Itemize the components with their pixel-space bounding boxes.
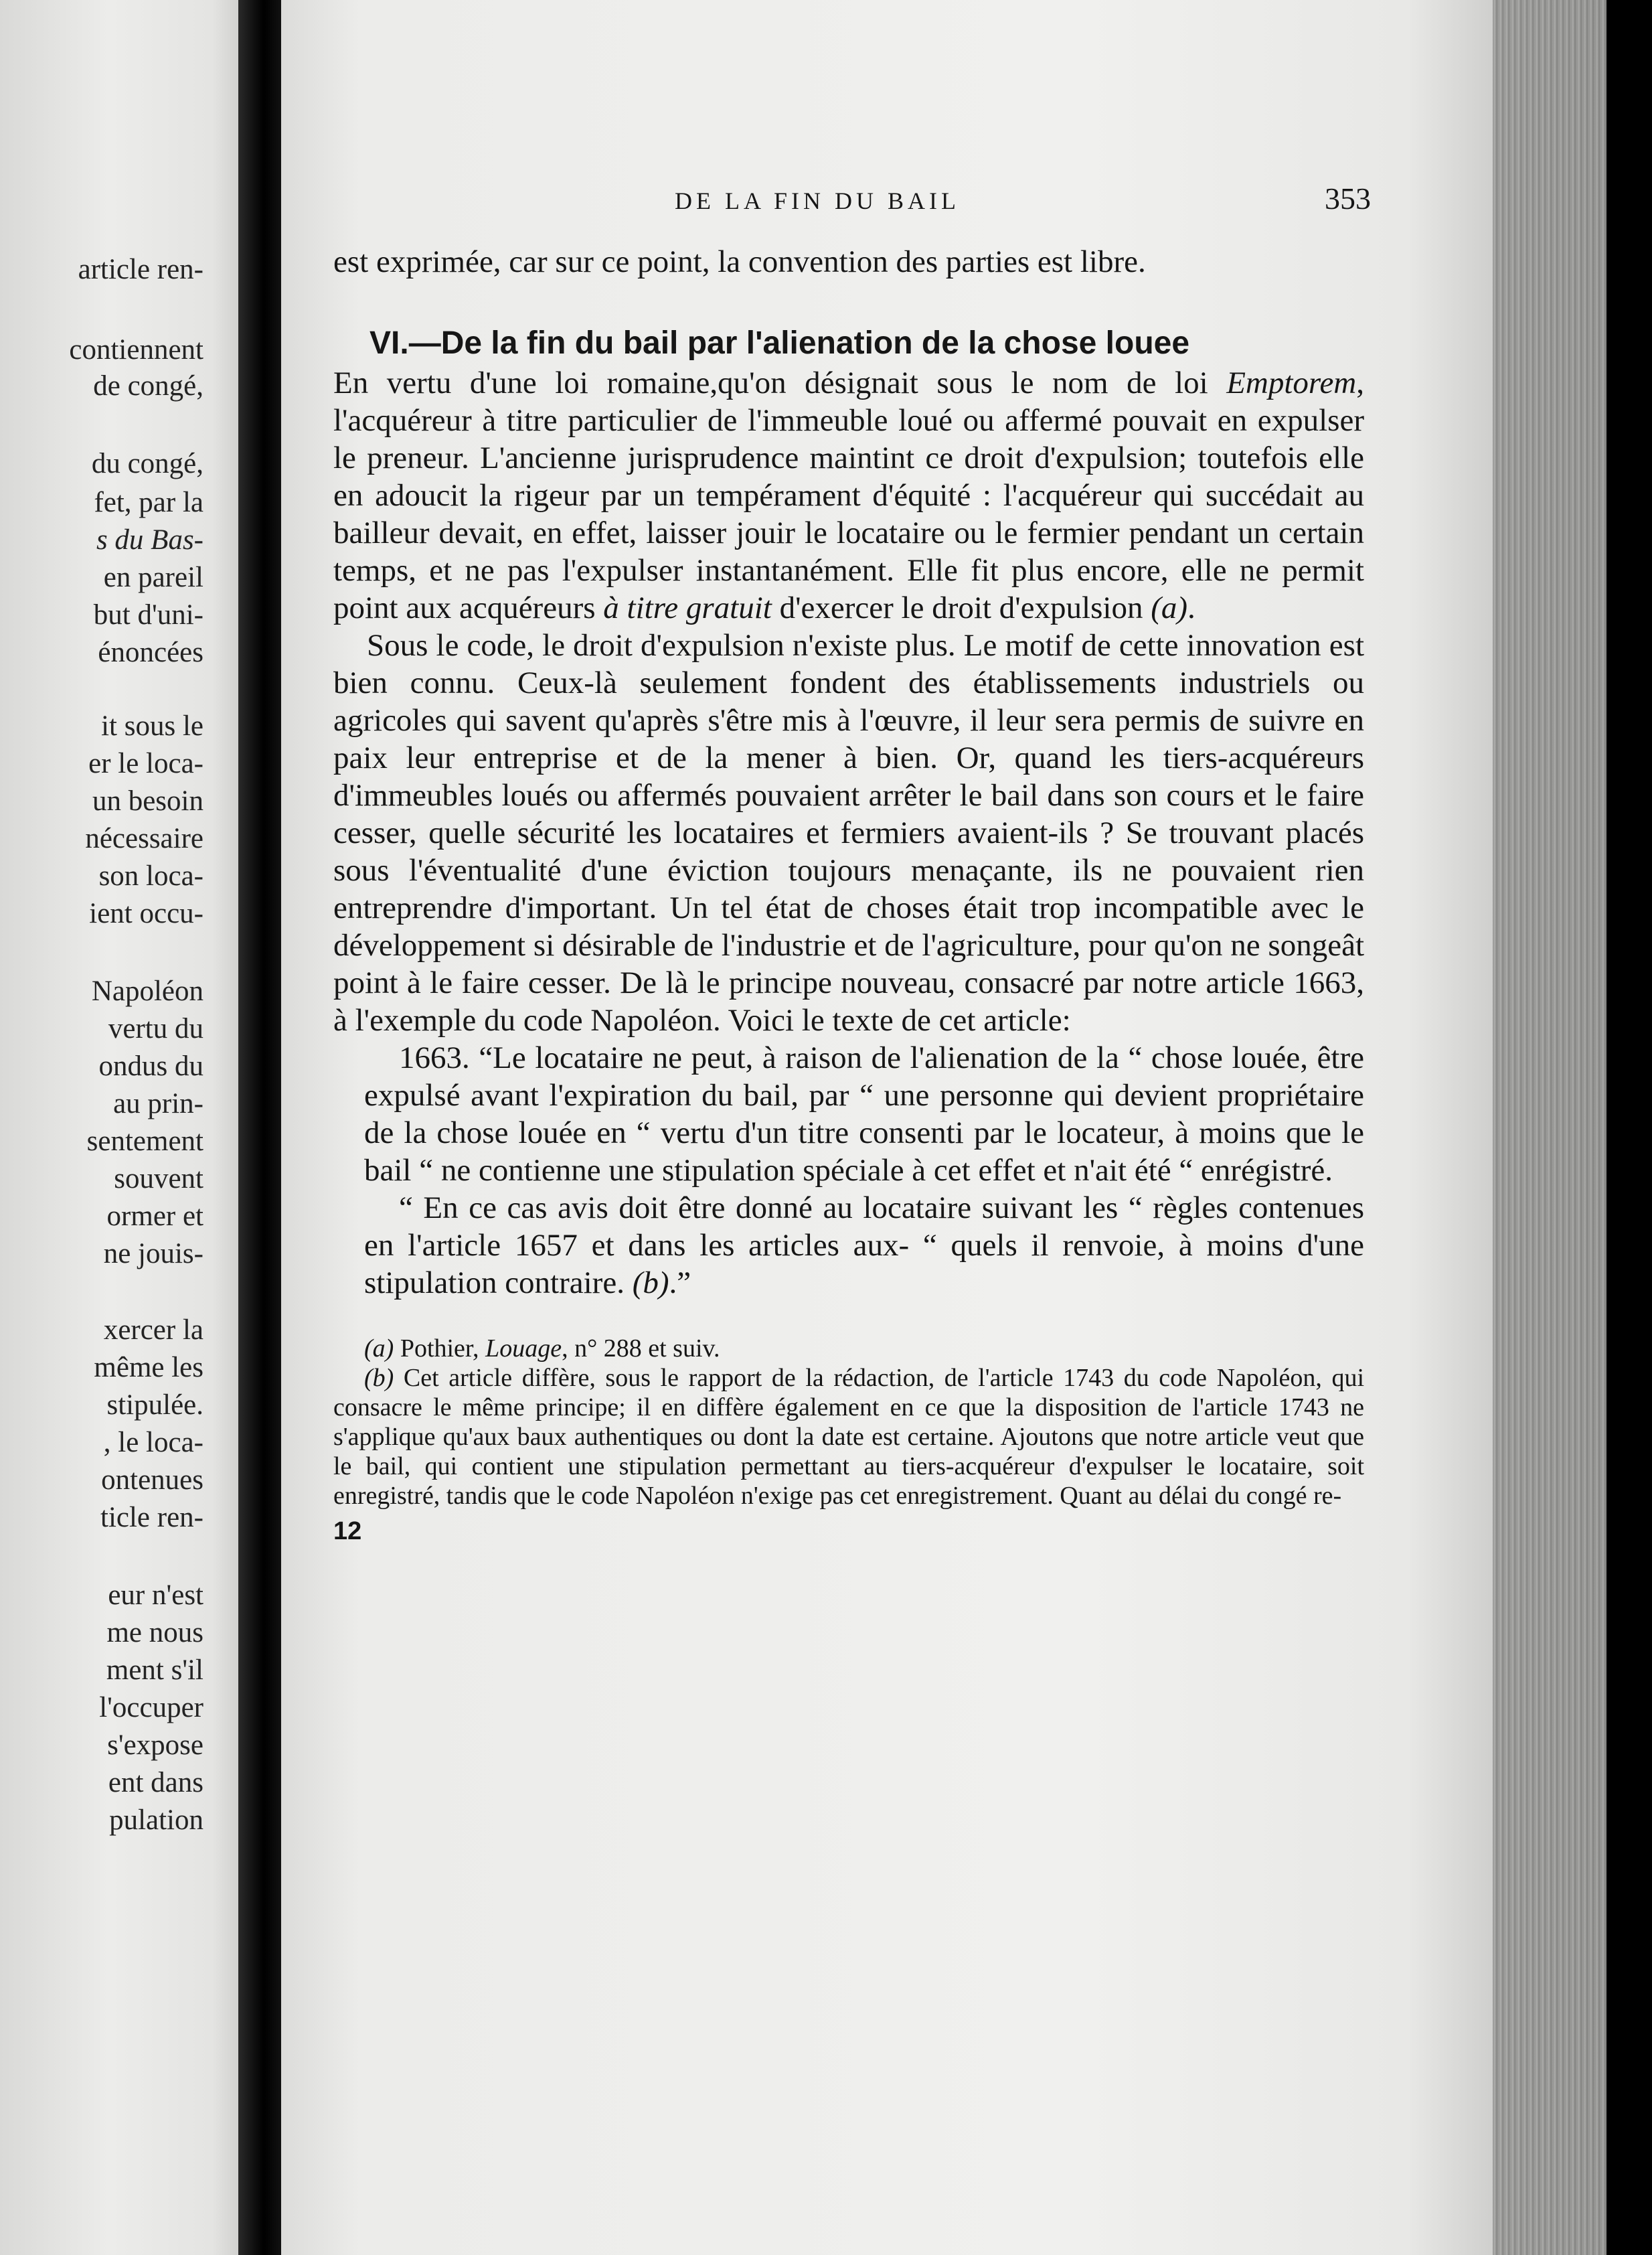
text-run: , l'acquéreur à titre particulier de l'immeuble loué ou affermé pouvait en expulser le preneur. L'ancienne jurisprudence maintint ce droit d'expulsion; toutefois elle en adoucit la rigeur par un tempérament d'équité : l'acquéreur qui succédait au bailleur devait, en effet, laisser jouir le locataire ou le fermier pendant un certain temps, et ne pas l'expulser instantanément. Elle fit plus encore, elle ne permit point aux acquéreurs xyxy=(333,366,1364,625)
quote-paragraph-1: 1663. “Le locataire ne peut, à raison de l'alienation de la “ chose louée, être expulsé avant l'expiration du bail, par “ une personne qui devient propriétaire de la chose louée en “ vertu d'un titre consenti par le locateur, à moins que le bail “ ne contienne une stipulation spéciale à cet effet et n'ait été “ enrégistré. xyxy=(364,1040,1364,1188)
left-line: même les xyxy=(94,1352,203,1383)
page-number: 353 xyxy=(1325,181,1371,216)
left-line: ondus du xyxy=(98,1051,203,1082)
left-page-edge xyxy=(0,0,241,2255)
footnote-b xyxy=(333,1363,1364,1510)
left-line: l'occuper xyxy=(99,1692,203,1723)
footnote-ref: (a) xyxy=(1151,591,1188,625)
section-title: VI.—De la fin du bail par l'alienation de la chose louee xyxy=(369,325,1190,361)
text-run: , n° 288 et suiv. xyxy=(562,1334,720,1363)
article-quote xyxy=(333,1039,1364,1302)
page-header xyxy=(333,181,1371,216)
left-line: xercer la xyxy=(103,1314,203,1346)
footnote-label: (b) xyxy=(364,1364,394,1392)
left-line: article ren- xyxy=(78,254,203,285)
italic-term: à titre gratuit xyxy=(603,591,772,625)
left-line: un besoin xyxy=(92,785,203,817)
italic-term: Emptorem xyxy=(1226,366,1357,400)
left-line: souvent xyxy=(114,1163,203,1194)
page-text-block xyxy=(333,181,1371,1546)
left-line: , le loca- xyxy=(103,1427,203,1458)
left-line: but d'uni- xyxy=(93,599,203,631)
carryover-paragraph: est exprimée, car sur ce point, la convention des parties est libre. xyxy=(333,244,1146,279)
text-run: En vertu d'une loi romaine,qu'on désignait sous le nom de loi xyxy=(333,366,1227,400)
left-line: ne jouis- xyxy=(103,1238,203,1269)
signature-mark: 12 xyxy=(333,1517,362,1545)
running-head: DE LA FIN DU BAIL xyxy=(675,187,960,214)
left-line: me nous xyxy=(106,1617,203,1648)
text-run: . xyxy=(1187,591,1195,625)
right-page xyxy=(281,0,1606,2255)
left-line: en pareil xyxy=(103,562,203,593)
text-run: d'exercer le droit d'expulsion xyxy=(771,591,1151,625)
left-line: au prin- xyxy=(113,1088,203,1119)
left-line: er le loca- xyxy=(88,748,203,779)
text-run: “ En ce cas avis doit être donné au locataire suivant les “ règles contenues en l'article 1657 et dans les articles aux- “ quels il renvoie, à moins d'une stipulation contraire. xyxy=(364,1190,1364,1300)
footnote-ref: (b) xyxy=(632,1265,669,1300)
paragraph-1 xyxy=(333,364,1364,627)
left-line: eur n'est xyxy=(108,1579,203,1611)
left-line: ment s'il xyxy=(106,1654,203,1686)
text-run: Pothier, xyxy=(394,1334,486,1363)
text-run: .” xyxy=(669,1265,691,1300)
left-line: s du Bas- xyxy=(96,524,203,556)
body-text xyxy=(333,243,1364,1302)
paragraph-2: Sous le code, le droit d'expulsion n'existe plus. Le motif de cette innovation est bien connu. Ceux-là seulement fondent des établissements industriels ou agricoles qui savent qu'après s'être mis à l'œuvre, il leur sera permis de suivre en paix leur entreprise et de la mener à bien. Or, quand les tiers-acquéreurs d'immeubles loués ou affermés pouvaient arrêter le bail dans son cours et le faire cesser, quelle sécurité les locataires et fermiers avaient-ils ? Se trouvant placés sous l'éventualité d'une éviction toujours menaçante, ils ne pouvaient rien entreprendre d'important. Un tel état de choses était trop incompatible avec le développement si désirable de l'industrie et de l'agriculture, pour qu'on ne songeât point à le faire cesser. De là le principe nouveau, consacré par notre article 1663, à l'exemple du code Napoléon. Voici le texte de cet article: xyxy=(333,628,1364,1038)
left-line: it sous le xyxy=(101,710,203,742)
left-line: ient occu- xyxy=(89,898,203,929)
footnotes xyxy=(333,1334,1364,1510)
left-line: Napoléon xyxy=(91,976,203,1007)
left-line: de congé, xyxy=(93,370,203,402)
left-line: ticle ren- xyxy=(100,1502,203,1533)
text-run: Cet article diffère, sous le rapport de la rédaction, de l'article 1743 du code Napoléon, qui consacre le même principe; il en diffère également en ce que la disposition de l'article 1743 ne s'applique qu'aux baux authentiques ou dont la date est certaine. Ajoutons que notre article veut que le bail, qui contient une stipulation permettant au tiers-acquéreur d'expulser le locataire, soit enregistré, tandis que le code Napoléon n'exige pas cet enregistrement. Quant au délai du congé re- xyxy=(333,1364,1364,1510)
left-line: nécessaire xyxy=(85,823,203,854)
left-line: pulation xyxy=(109,1804,203,1836)
left-line: du congé, xyxy=(91,448,203,479)
left-line: énoncées xyxy=(98,637,203,668)
left-line: ontenues xyxy=(101,1464,203,1496)
quote-paragraph-2 xyxy=(333,1189,1364,1302)
left-line: sentement xyxy=(86,1125,203,1157)
left-line: son loca- xyxy=(98,860,203,892)
footnote-label: (a) xyxy=(364,1334,394,1363)
left-line: stipulée. xyxy=(106,1389,203,1421)
left-line: contiennent xyxy=(69,334,203,366)
italic-term: Louage xyxy=(485,1334,562,1363)
left-line: vertu du xyxy=(108,1013,203,1044)
left-line: ormer et xyxy=(106,1200,203,1232)
left-line: s'expose xyxy=(107,1729,203,1761)
left-line: fet, par la xyxy=(94,487,203,518)
book-gutter xyxy=(238,0,281,2255)
page-stack-edge xyxy=(1493,0,1606,2255)
footnote-a xyxy=(333,1334,1364,1363)
left-line: ent dans xyxy=(108,1767,203,1798)
